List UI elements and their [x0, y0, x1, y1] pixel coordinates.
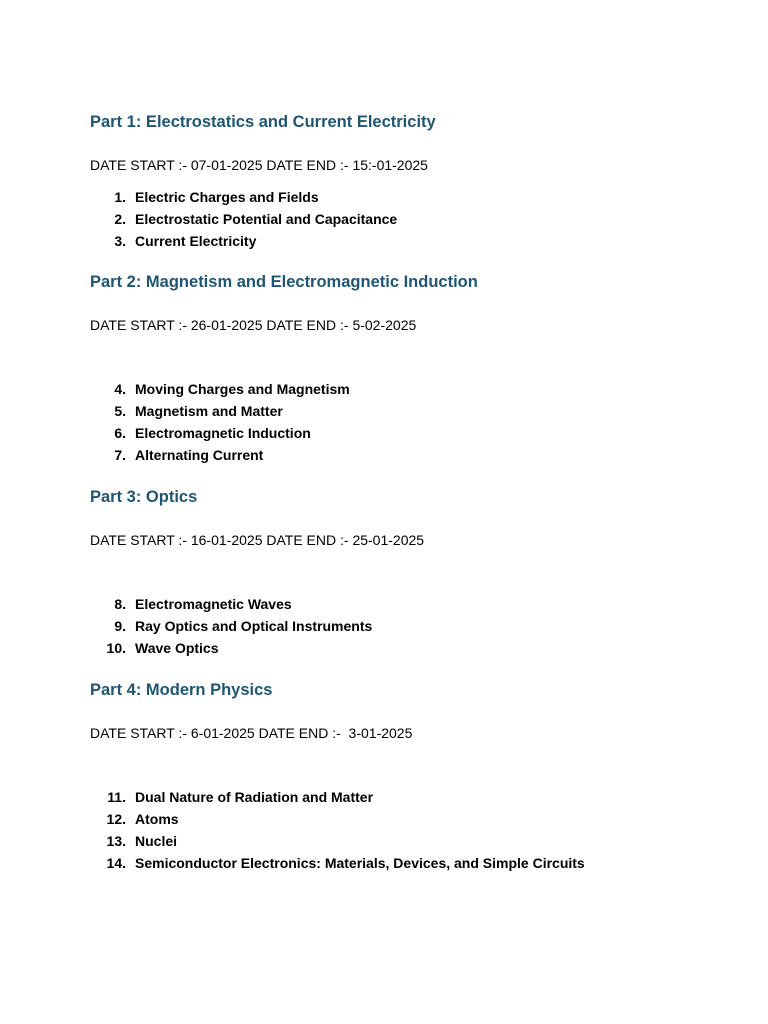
list-item-number: 5. [114, 403, 126, 419]
list-item-label: Alternating Current [135, 447, 264, 463]
list-item-number: 11. [107, 789, 126, 805]
list-item-label: Semiconductor Electronics: Materials, Devices, and Simple Circuits [135, 855, 585, 871]
list-item-number: 10. [106, 640, 126, 656]
list-item-label: Wave Optics [135, 640, 219, 656]
section-dates: DATE START :- 6-01-2025 DATE END :- 3-01-2025 [90, 725, 413, 741]
list-item-label: Ray Optics and Optical Instruments [135, 618, 373, 634]
list-item-number: 9. [114, 618, 126, 634]
list-item-number: 7. [114, 447, 126, 463]
list-item-number: 2. [114, 211, 126, 227]
section-dates: DATE START :- 07-01-2025 DATE END :- 15:-01-2025 [90, 157, 428, 173]
list-item-label: Dual Nature of Radiation and Matter [135, 789, 374, 805]
list-item-number: 14. [106, 855, 126, 871]
section-heading: Part 1: Electrostatics and Current Electricity [90, 113, 436, 131]
list-item-label: Electromagnetic Waves [135, 596, 292, 612]
list-item-number: 8. [114, 596, 126, 612]
list-item-label: Magnetism and Matter [135, 403, 283, 419]
list-item-number: 3. [114, 233, 126, 249]
list-item-label: Electrostatic Potential and Capacitance [135, 211, 398, 227]
list-item-number: 1. [114, 189, 126, 205]
list-item-label: Current Electricity [135, 233, 257, 249]
section-heading: Part 2: Magnetism and Electromagnetic Induction [90, 273, 478, 291]
list-item-label: Nuclei [135, 833, 178, 849]
section-heading: Part 4: Modern Physics [90, 681, 273, 699]
section-dates: DATE START :- 26-01-2025 DATE END :- 5-02-2025 [90, 317, 417, 333]
list-item-number: 12. [106, 811, 126, 827]
section-heading: Part 3: Optics [90, 488, 198, 506]
list-item-label: Electromagnetic Induction [135, 425, 311, 441]
list-item-label: Atoms [135, 811, 179, 827]
list-item-number: 13. [106, 833, 126, 849]
list-item-number: 6. [114, 425, 126, 441]
list-item-label: Electric Charges and Fields [135, 189, 319, 205]
section-dates: DATE START :- 16-01-2025 DATE END :- 25-01-2025 [90, 532, 425, 548]
list-item-number: 4. [114, 381, 126, 397]
list-item-label: Moving Charges and Magnetism [135, 381, 350, 397]
